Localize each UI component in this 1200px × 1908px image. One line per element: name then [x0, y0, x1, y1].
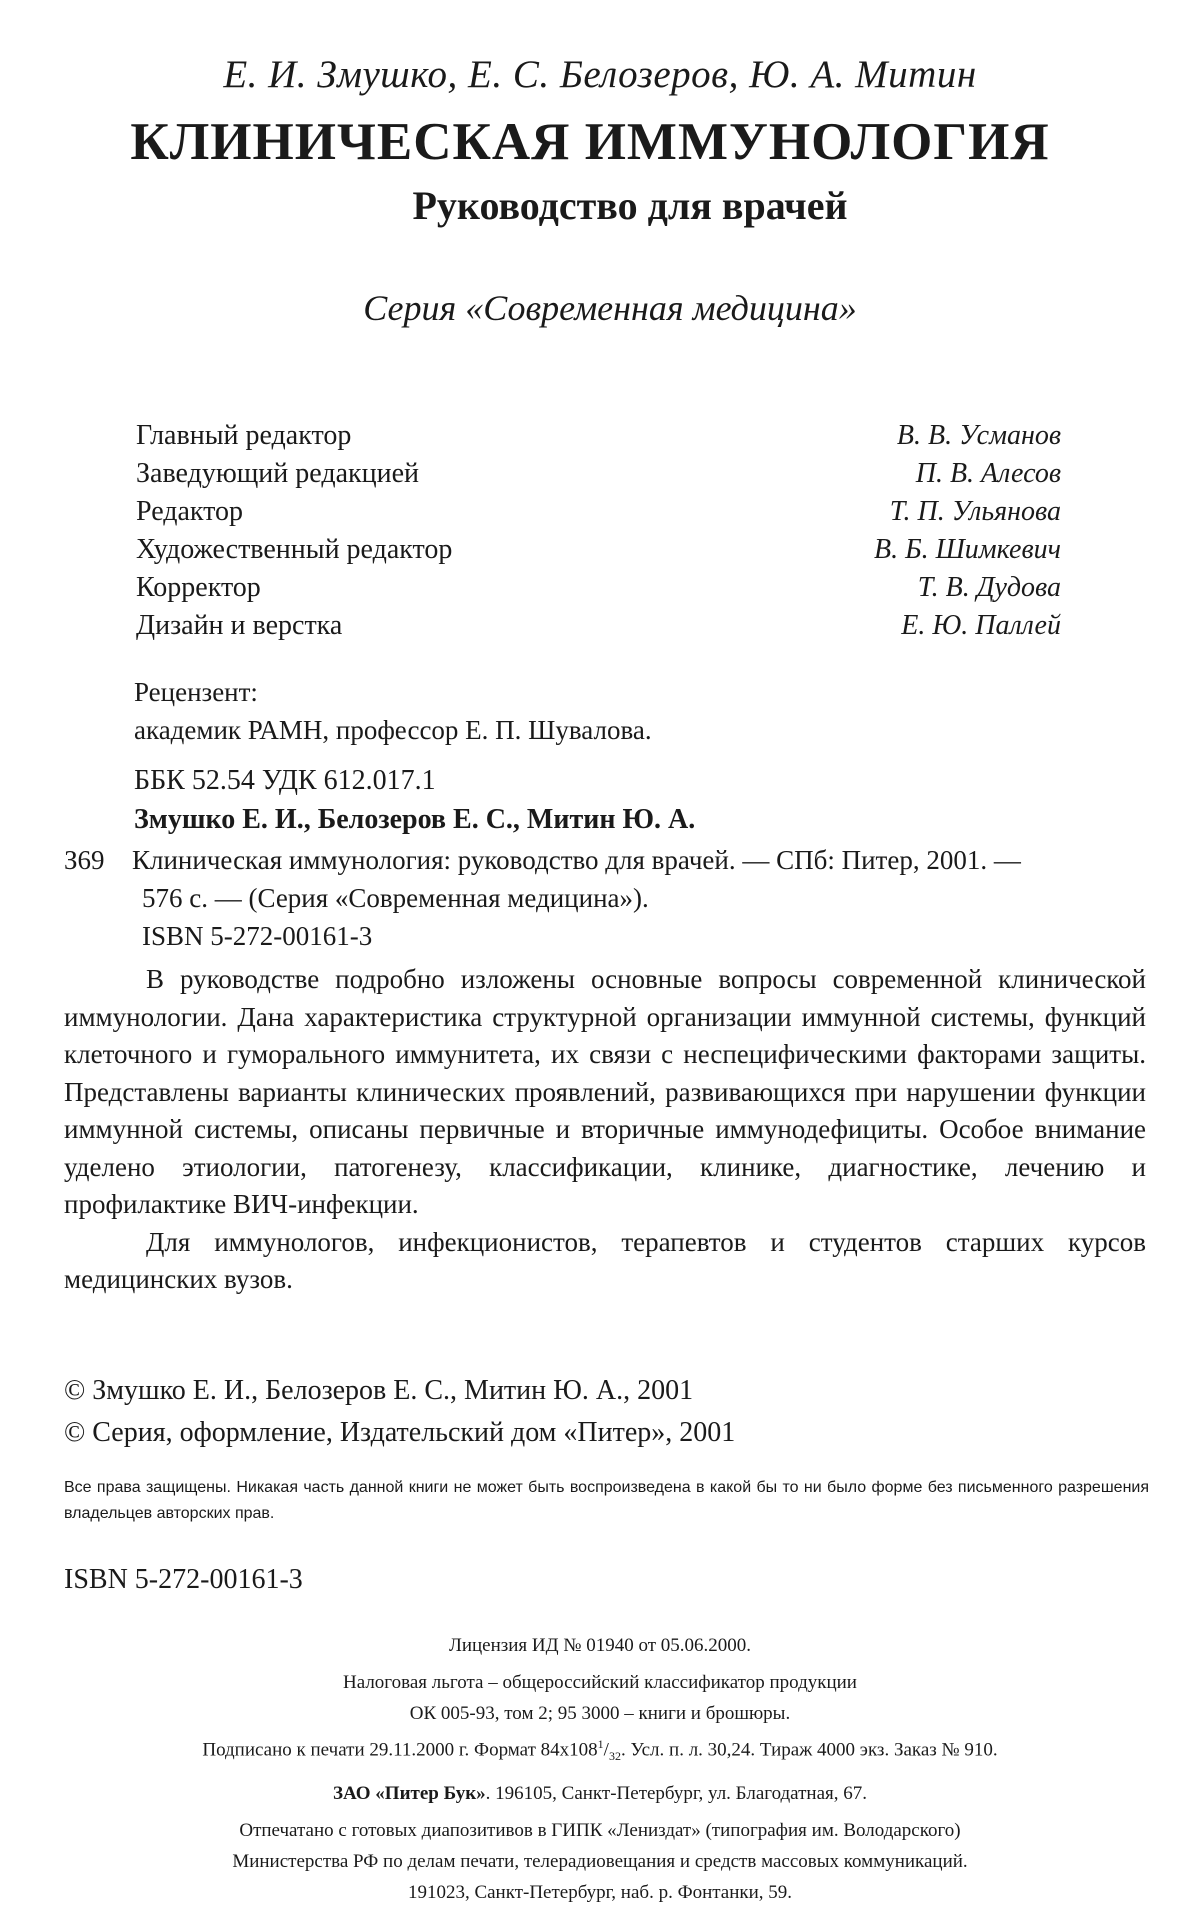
publisher-address: . 196105, Санкт-Петербург, ул. Благодатная, 67.: [485, 1783, 868, 1805]
credit-row: [136, 455, 1061, 493]
catalog-line1: Клиническая иммунология: руководство для врачей. — СПб: Питер, 2001. —: [132, 845, 1021, 875]
abstract-paragraph: Для иммунологов, инфекционистов, терапевтов и студентов старших курсов медицинских вузов.: [64, 1226, 1146, 1294]
credit-row: [136, 493, 1061, 531]
abstract: [64, 961, 1146, 1299]
printed-line: 191023, Санкт-Петербург, наб. р. Фонтанки, 59.: [407, 1882, 793, 1904]
credit-role: Главный редактор: [136, 420, 352, 451]
copyright-line: © Змушко Е. И., Белозеров Е. С., Митин Ю. А., 2001: [64, 1375, 694, 1406]
credit-row: [136, 569, 1061, 607]
book-title: КЛИНИЧЕСКАЯ ИММУНОЛОГИЯ: [130, 113, 1050, 171]
imprint-block: [60, 1630, 1140, 1908]
credit-row: [136, 417, 1061, 455]
credit-role: Дизайн и верстка: [136, 610, 343, 641]
signed-suffix: . Усл. п. л. 30,24. Тираж 4000 экз. Заказ № 910.: [620, 1739, 998, 1761]
abstract-paragraph: В руководстве подробно изложены основные вопросы современной клинической иммунологии. Дана характеристика структурной организации иммунной системы, функций клеточного и гуморального иммунитета, их связи с неспецифическими факторами защиты. Представлены варианты клинических проявлений, развивающихся при нарушении функции иммунной системы, описаны первичные и вторичные иммунодефициты. Особое внимание уделено этиологии, патогенезу, классификации, клинике, диагностике, лечению и профилактике ВИЧ-инфекции.: [64, 964, 1146, 1219]
credit-name: Т. П. Ульянова: [889, 496, 1061, 527]
series-name: Серия «Современная медицина»: [363, 288, 857, 328]
credit-row: [136, 607, 1061, 645]
publisher-line: [60, 1778, 1140, 1809]
isbn: ISBN 5-272-00161-3: [64, 1564, 303, 1595]
signed-prefix: Подписано к печати 29.11.2000 г. Формат 84х108: [202, 1739, 598, 1761]
license-line: Лицензия ИД № 01940 от 05.06.2000.: [448, 1635, 752, 1656]
credit-role: Заведующий редакцией: [136, 458, 419, 489]
format-frac-num: 1: [597, 1737, 604, 1751]
book-subtitle: Руководство для врачей: [412, 183, 848, 228]
credit-row: [136, 531, 1061, 569]
catalog-authors: Змушко Е. И., Белозеров Е. С., Митин Ю. А.: [134, 804, 696, 835]
credit-name: Е. Ю. Паллей: [901, 610, 1061, 641]
catalog-number: З69: [64, 845, 105, 875]
reviewer-block: [134, 673, 652, 749]
authors-line: Е. И. Змушко, Е. С. Белозеров, Ю. А. Митин: [223, 53, 977, 96]
credit-name: В. В. Усманов: [896, 420, 1061, 451]
credit-name: В. Б. Шимкевич: [873, 534, 1061, 565]
copyright-block: [64, 1370, 735, 1454]
bbk-udk-codes: ББК 52.54 УДК 612.017.1: [134, 765, 436, 796]
printed-line: Министерства РФ по делам печати, телерадиовещания и средств массовых коммуникаций.: [232, 1851, 968, 1873]
tax-line: ОК 005-93, том 2; 95 3000 – книги и брошюры.: [409, 1703, 791, 1724]
reviewer-label: Рецензент:: [134, 677, 258, 707]
tax-line: Налоговая льгота – общероссийский классификатор продукции: [343, 1672, 857, 1693]
credit-role: Художественный редактор: [136, 534, 453, 565]
credit-name: Т. В. Дудова: [917, 572, 1061, 603]
credit-role: Редактор: [136, 496, 244, 527]
catalog-entry: [64, 841, 1144, 955]
editorial-credits: [136, 417, 1061, 645]
publisher-name: ЗАО «Питер Бук»: [332, 1783, 486, 1805]
printed-line: Отпечатано с готовых диапозитивов в ГИПК «Лениздат» (типография им. Володарского): [239, 1820, 961, 1842]
signed-line: Подписано к печати 29.11.2000 г. Формат $84х108^1/_{32}$. Усл. п. л. 30,24. Тираж 4000 экз. Заказ № 910.: [202, 1737, 998, 1764]
credit-role: Корректор: [136, 572, 261, 603]
catalog-isbn: ISBN 5-272-00161-3: [142, 921, 373, 951]
format-frac-den: 32: [608, 1749, 621, 1764]
copyright-line: © Серия, оформление, Издательский дом «Питер», 2001: [64, 1417, 736, 1448]
rights-notice: Все права защищены. Никакая часть данной книги не может быть воспроизведена в какой бы то ни было форме без письменного разрешения владельцев авторских прав.: [64, 1479, 1149, 1522]
catalog-line2: 576 с. — (Серия «Современная медицина»).: [142, 883, 649, 913]
credit-name: П. В. Алесов: [915, 458, 1061, 489]
catalog-line: [64, 841, 1144, 879]
reviewer-text: академик РАМН, профессор Е. П. Шувалова.: [134, 715, 652, 745]
